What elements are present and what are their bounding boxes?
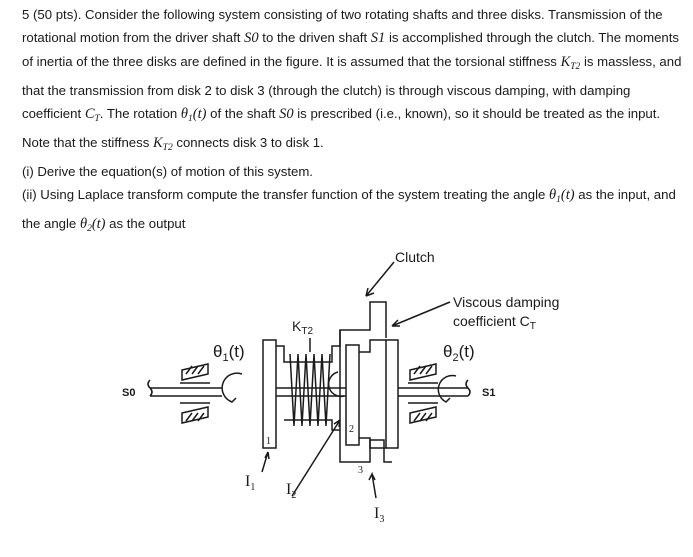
- viscous-label-2: coefficient $C_T$: [453, 313, 536, 332]
- bearing-left: [180, 364, 210, 423]
- theta1-symbol: $\theta_1(t)$: [180, 106, 207, 124]
- shaft-s1-symbol: S1: [370, 30, 386, 46]
- viscous-label-1: Viscous damping: [453, 294, 560, 310]
- stiffness-symbol: $K_{T2}$: [560, 54, 581, 72]
- shaft-s0-symbol: S0: [244, 30, 259, 46]
- prescribed-tail-text: is prescribed (i.e., known), so it should be treated as the input. Note that the stiffness: [22, 106, 661, 150]
- i1-leader: [262, 452, 269, 472]
- disk-1-number: 1: [266, 436, 271, 447]
- theta2-rotation-arrow: [438, 376, 456, 402]
- disk-1: [263, 340, 276, 448]
- prescribed-text: of the shaft: [210, 106, 276, 121]
- s1-label: S1: [482, 387, 496, 399]
- stiffness-symbol-2: $K_{T2}$: [152, 135, 173, 153]
- disk-3-clutch: [340, 330, 398, 462]
- rotation-text: . The rotation: [99, 106, 178, 121]
- theta1-rotation-arrow: [222, 373, 242, 402]
- k-t2-label: $K_{T2}$: [292, 318, 314, 337]
- clutch-leader: [366, 262, 394, 296]
- bearing-right: [408, 364, 438, 423]
- i3-label: $I_3$: [374, 505, 385, 525]
- question-2: (ii) Using Laplace transform compute the transfer function of the system treating the angle $\theta_1(t)$ as the input, and the angle $\theta_2(t)$ as the output: [22, 187, 676, 234]
- i2-leader: [292, 420, 340, 496]
- torsional-spring: [290, 354, 330, 426]
- massless-text: is massless, and that the transmission from disk 2 to disk 3 (through the clutch) is through viscous damping, with damping coefficient: [22, 54, 682, 121]
- i3-leader: [369, 474, 376, 498]
- shaft-s0-symbol-2: S0: [279, 106, 294, 122]
- viscous-leader: [392, 302, 450, 326]
- connects-text: connects disk 3 to disk 1.: [176, 135, 324, 150]
- theta1-label: $\theta_1(t)$: [213, 342, 245, 364]
- clutch-label: Clutch: [395, 249, 435, 265]
- question-1: (i) Derive the equation(s) of motion of this system.: [22, 164, 313, 179]
- clutch-sentence: is accomplished through the clutch. The moments of inertia of the three disks are defined in the figure. It is assumed that the torsional stiffness: [22, 30, 679, 69]
- disk-3-number: 3: [358, 465, 363, 476]
- i1-label: $I_1$: [245, 473, 256, 493]
- theta2-label: $\theta_2(t)$: [443, 342, 475, 364]
- i2-label: $I_2$: [286, 481, 297, 501]
- damping-symbol: $C_T$: [84, 106, 100, 124]
- s0-label: S0: [122, 387, 136, 399]
- intro-text: 5 (50 pts). Consider the following system consisting of two rotating shafts and three disks. Transmission of the rotational motion from the driver shaft: [22, 7, 663, 45]
- disk-2-number: 2: [349, 424, 354, 435]
- to-driven-text: to the driven shaft: [262, 30, 368, 45]
